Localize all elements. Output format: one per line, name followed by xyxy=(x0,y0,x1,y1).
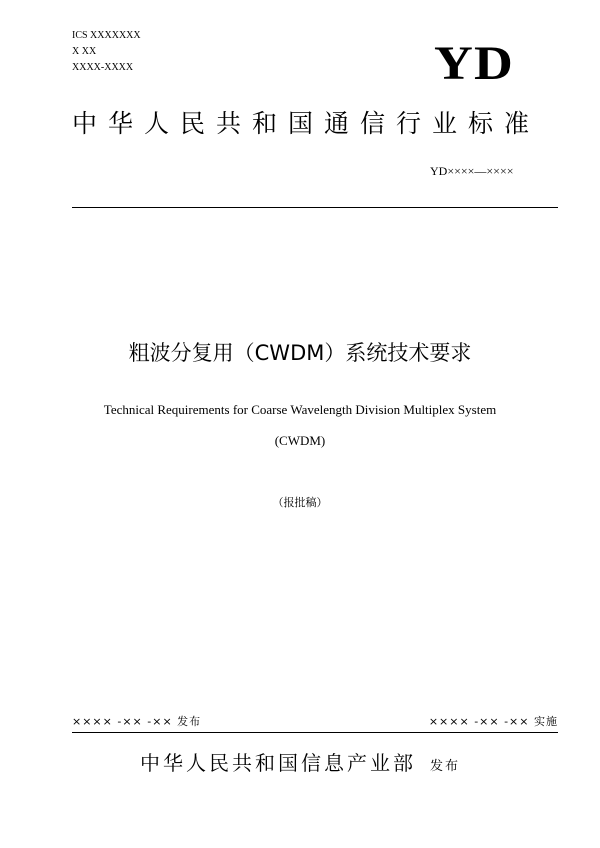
issue-label: 发布 xyxy=(429,759,460,774)
classification-code: X XX xyxy=(72,46,97,57)
ics-code: ICS XXXXXXX xyxy=(72,30,141,41)
bottom-divider xyxy=(72,732,558,733)
draft-status: （报批稿） xyxy=(272,496,328,509)
implementation-date: ×××× -×× -×× 实施 xyxy=(428,715,558,728)
issuing-authority: 中华人民共和国信息产业部 xyxy=(139,751,416,775)
record-number: XXXX-XXXX xyxy=(72,62,134,73)
document-title-chinese: 粗波分复用（CWDM）系统技术要求 xyxy=(128,341,472,365)
publish-date: ×××× -×× -×× 发布 xyxy=(72,715,202,728)
document-title-english: Technical Requirements for Coarse Wavelength Division Multiplex System xyxy=(103,402,497,417)
document-title-english-abbreviation: (CWDM) xyxy=(274,433,326,448)
yd-logo: YD xyxy=(434,37,514,90)
issuer-line xyxy=(0,749,600,781)
standard-category-title: 中华人民共和国通信行业标准 xyxy=(72,109,541,138)
top-divider xyxy=(72,207,558,208)
standard-number: YD××××—×××× xyxy=(430,164,514,178)
